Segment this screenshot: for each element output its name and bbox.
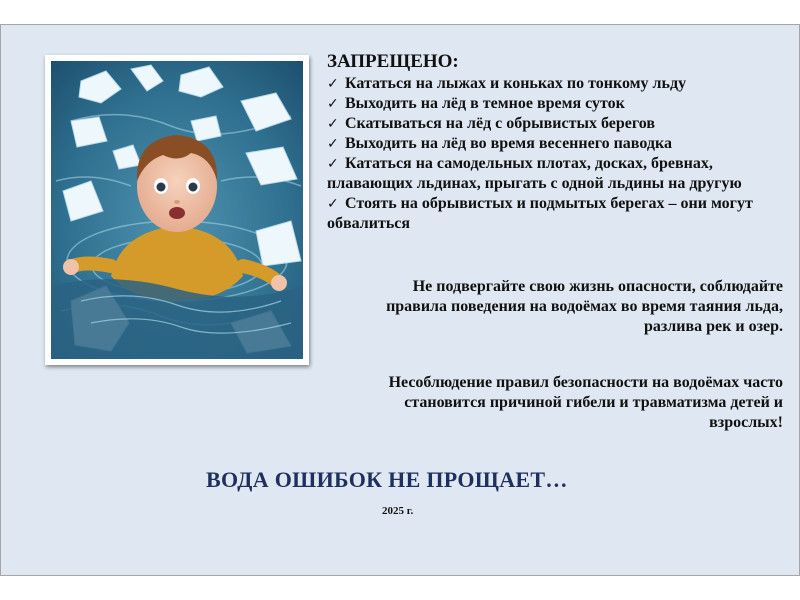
rule-item [327, 154, 797, 194]
rule-item [327, 194, 797, 234]
child-in-icy-water-illustration [51, 61, 303, 359]
warning-paragraph: Несоблюдение правил безопасности на водоёмах часто становится причиной гибели и травматизма детей и взрослых! [388, 374, 783, 431]
rule-text: Кататься на лыжах и коньках по тонкому льду [345, 75, 687, 92]
rule-item [327, 74, 797, 94]
checkmark-icon: ✓ [327, 136, 339, 152]
prohibitions-title: ЗАПРЕЩЕНО: [327, 51, 459, 72]
rule-text: Кататься на самодельных плотах, досках, бревнах, плавающих льдинах, прыгать с одной льдины на другую [327, 155, 742, 192]
slogan-heading: ВОДА ОШИБОК НЕ ПРОЩАЕТ… [206, 467, 568, 492]
rule-text: Выходить на лёд во время весеннего паводка [345, 135, 672, 152]
rule-item [327, 134, 797, 154]
checkmark-icon: ✓ [327, 196, 339, 212]
prohibitions-block [327, 51, 797, 234]
checkmark-icon: ✓ [327, 96, 339, 112]
checkmark-icon: ✓ [327, 116, 339, 132]
year-label: 2025 г. [382, 505, 414, 517]
poster-slide [0, 24, 800, 576]
rule-text: Стоять на обрывистых и подмытых берегах – они могут обвалиться [327, 195, 753, 232]
rule-item [327, 94, 797, 114]
rule-text: Скатываться на лёд с обрывистых берегов [345, 115, 655, 132]
rule-item [327, 114, 797, 134]
rule-text: Выходить на лёд в темное время суток [345, 95, 625, 112]
child-in-icy-water-image [45, 55, 309, 365]
checkmark-icon: ✓ [327, 156, 339, 172]
safety-advice-paragraph: Не подвергайте свою жизнь опасности, соблюдайте правила поведения на водоёмах во время таяния льда, разлива рек и озер. [386, 278, 783, 335]
checkmark-icon: ✓ [327, 76, 339, 92]
